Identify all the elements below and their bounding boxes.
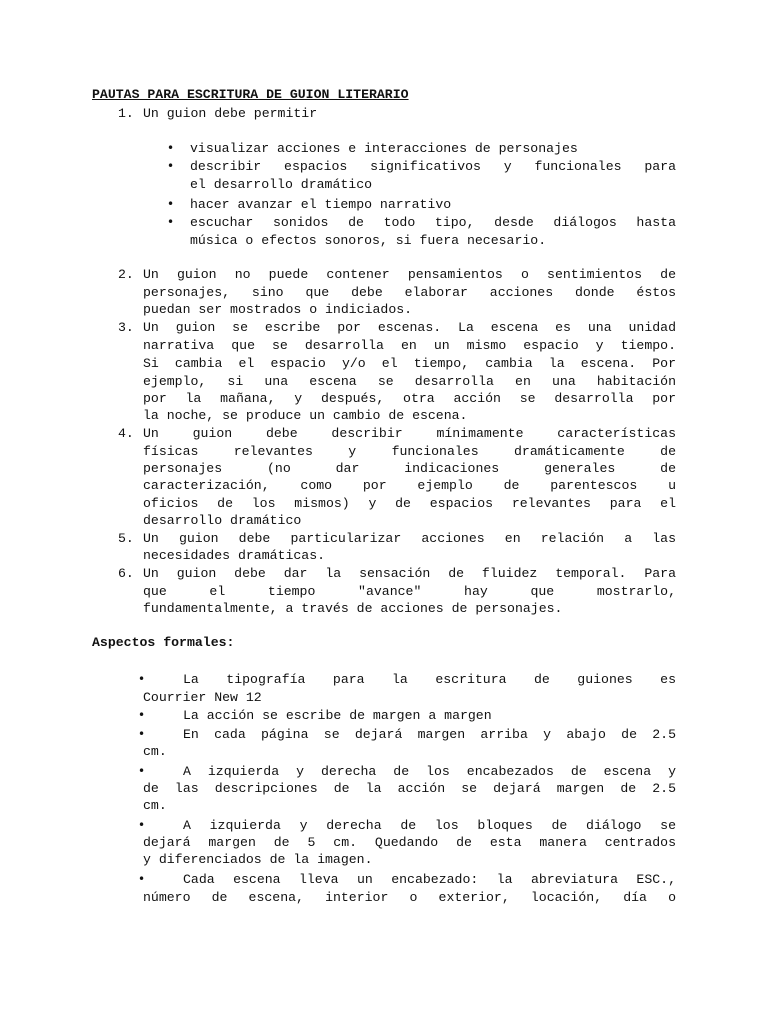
sub-list-item-text: hacer avanzar el tiempo narrativo xyxy=(190,197,452,212)
section-heading: Aspectos formales: xyxy=(92,635,235,650)
sub-list-item-text: visualizar acciones e interacciones de personajes xyxy=(190,141,578,156)
list-item-text: Un guion debe permitir xyxy=(143,106,318,121)
list-item-text: físicas relevantes y funcionales dramáticamente de xyxy=(143,444,676,459)
aspect-item-text: Cada escena lleva un encabezado: la abreviatura ESC., xyxy=(183,872,676,887)
list-number: 2. xyxy=(118,267,134,282)
list-item-text: Un guion debe dar la sensación de fluidez temporal. Para xyxy=(143,566,676,581)
aspect-item-text: dejará margen de 5 cm. Quedando de esta manera centrados xyxy=(143,835,676,850)
list-item-text: la noche, se produce un cambio de escena. xyxy=(143,408,468,423)
list-item-text: puedan ser mostrados o indiciados. xyxy=(143,302,413,317)
bullet-icon: • xyxy=(138,818,146,832)
bullet-icon: • xyxy=(167,197,175,211)
document-title: PAUTAS PARA ESCRITURA DE GUION LITERARIO xyxy=(92,87,409,102)
list-item-text: necesidades dramáticas. xyxy=(143,548,326,563)
aspect-item-text: de las descripciones de la acción se dejará margen de 2.5 xyxy=(143,781,676,796)
bullet-icon: • xyxy=(138,708,146,722)
list-item-text: personajes (no dar indicaciones generales de xyxy=(143,461,676,476)
list-item-text: oficios de los mismos) y de espacios relevantes para el xyxy=(143,496,676,511)
bullet-icon: • xyxy=(138,764,146,778)
list-item-text: Si cambia el espacio y/o el tiempo, cambia la escena. Por xyxy=(143,356,676,371)
list-item-text: ejemplo, si una escena se desarrolla en una habitación xyxy=(143,374,676,389)
list-item-text: caracterización, como por ejemplo de parentescos u xyxy=(143,478,676,493)
list-number: 6. xyxy=(118,566,134,581)
list-item-text: Un guion debe describir mínimamente características xyxy=(143,426,676,441)
sub-list-item-text: música o efectos sonoros, si fuera necesario. xyxy=(190,233,547,248)
list-number: 5. xyxy=(118,531,134,546)
list-item-text: Un guion no puede contener pensamientos o sentimientos de xyxy=(143,267,676,282)
bullet-icon: • xyxy=(138,727,146,741)
aspect-item-text: número de escena, interior o exterior, locación, día o xyxy=(143,890,676,905)
aspect-item-text: cm. xyxy=(143,744,167,759)
sub-list-item-text: el desarrollo dramático xyxy=(190,177,373,192)
aspect-item-text: A izquierda y derecha de los encabezados de escena y xyxy=(183,764,676,779)
aspect-item-text: La tipografía para la escritura de guiones es xyxy=(183,672,676,687)
aspect-item-text: En cada página se dejará margen arriba y abajo de 2.5 xyxy=(183,727,676,742)
bullet-icon: • xyxy=(138,872,146,886)
aspect-item-text: y diferenciados de la imagen. xyxy=(143,852,373,867)
list-item-text: fundamentalmente, a través de acciones de personajes. xyxy=(143,601,563,616)
list-number: 4. xyxy=(118,426,134,441)
list-item-text: por la mañana, y después, otra acción se desarrolla por xyxy=(143,391,676,406)
list-item-text: personajes, sino que debe elaborar acciones donde éstos xyxy=(143,285,676,300)
list-item-text: desarrollo dramático xyxy=(143,513,302,528)
aspect-item-text: Courrier New 12 xyxy=(143,690,262,705)
sub-list-item-text: describir espacios significativos y funcionales para xyxy=(190,159,676,174)
bullet-icon: • xyxy=(167,159,175,173)
aspect-item-text: La acción se escribe de margen a margen xyxy=(183,708,492,723)
sub-list-item-text: escuchar sonidos de todo tipo, desde diálogos hasta xyxy=(190,215,676,230)
aspect-item-text: A izquierda y derecha de los bloques de diálogo se xyxy=(183,818,676,833)
list-item-text: Un guion se escribe por escenas. La escena es una unidad xyxy=(143,320,676,335)
list-item-text: narrativa que se desarrolla en un mismo espacio y tiempo. xyxy=(143,338,676,353)
bullet-icon: • xyxy=(167,141,175,155)
list-item-text: Un guion debe particularizar acciones en relación a las xyxy=(143,531,676,546)
list-number: 1. xyxy=(118,106,134,121)
bullet-icon: • xyxy=(167,215,175,229)
bullet-icon: • xyxy=(138,672,146,686)
list-item-text: que el tiempo "avance" hay que mostrarlo, xyxy=(143,584,676,599)
list-number: 3. xyxy=(118,320,134,335)
aspect-item-text: cm. xyxy=(143,798,167,813)
